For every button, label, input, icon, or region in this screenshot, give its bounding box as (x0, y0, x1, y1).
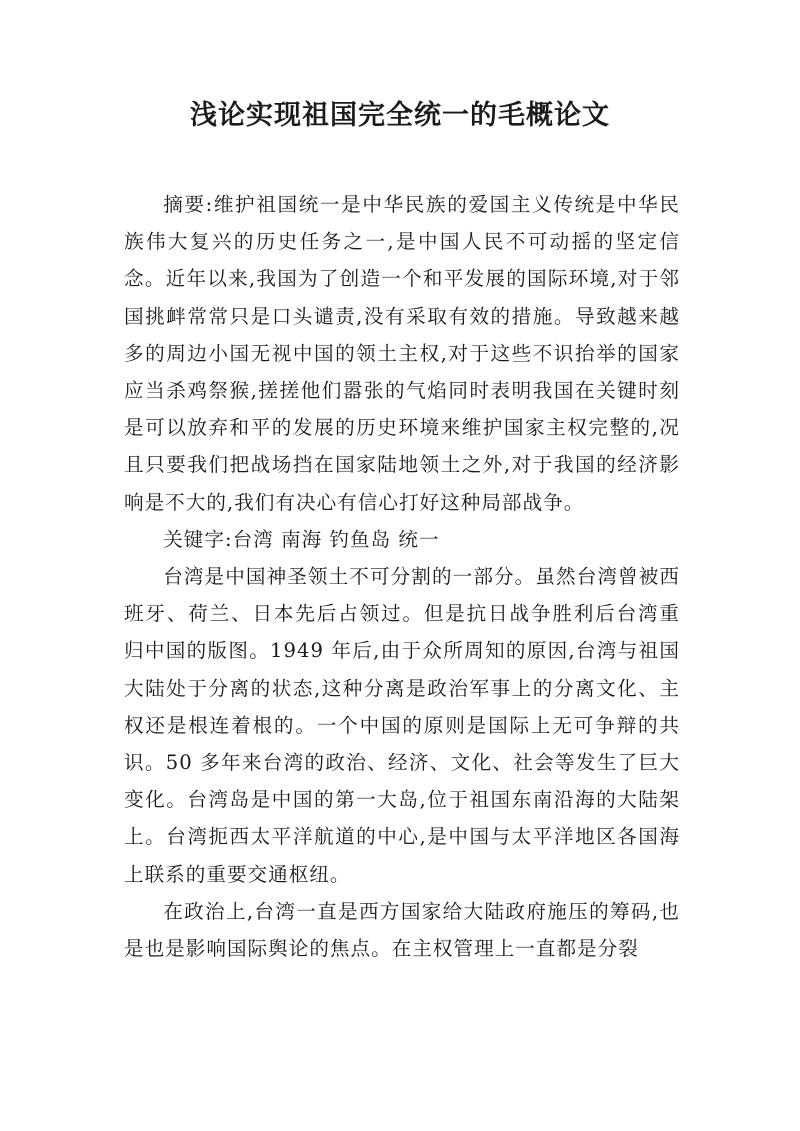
abstract-paragraph: 摘要:维护祖国统一是中华民族的爱国主义传统是中华民族伟大复兴的历史任务之一,是中国人民不可动摇的坚定信念。近年以来,我国为了创造一个和平发展的国际环境,对于邻国挑衅常常只是口头谴责,没有采取有效的措施。导致越来越多的周边小国无视中国的领土主权,对于这些不识抬举的国家应当杀鸡祭猴,搓搓他们嚣张的气焰同时表明我国在关键时刻是可以放弃和平的发展的历史环境来维护国家主权完整的,况且只要我们把战场挡在国家陆地领土之外,对于我国的经济影响是不大的,我们有决心有信心打好这种局部战争。 (124, 193, 680, 514)
body-paragraph-2: 在政治上,台湾一直是西方国家给大陆政府施压的筹码,也是也是影响国际舆论的焦点。在主权管理上一直都是分裂 (124, 899, 680, 961)
document-body (124, 186, 680, 967)
document-title: 浅论实现祖国完全统一的毛概论文 (190, 100, 610, 131)
keywords-paragraph: 关键字:台湾 南海 钓鱼岛 统一 (163, 527, 440, 551)
body-paragraph-1: 台湾是中国神圣领土不可分割的一部分。虽然台湾曾被西班牙、荷兰、日本先后占领过。但是抗日战争胜利后台湾重归中国的版图。1949 年后,由于众所周知的原因,台湾与祖国大陆处于分离的状态,这种分离是政治军事上的分离文化、主权还是根连着根的。一个中国的原则是国际上无可争辩的共识。50 多年来台湾的政治、经济、文化、社会等发生了巨大变化。台湾岛是中国的第一大岛,位于祖国东南沿海的大陆架上。台湾扼西太平洋航道的中心,是中国与太平洋地区各国海上联系的重要交通枢纽。 (124, 565, 680, 886)
